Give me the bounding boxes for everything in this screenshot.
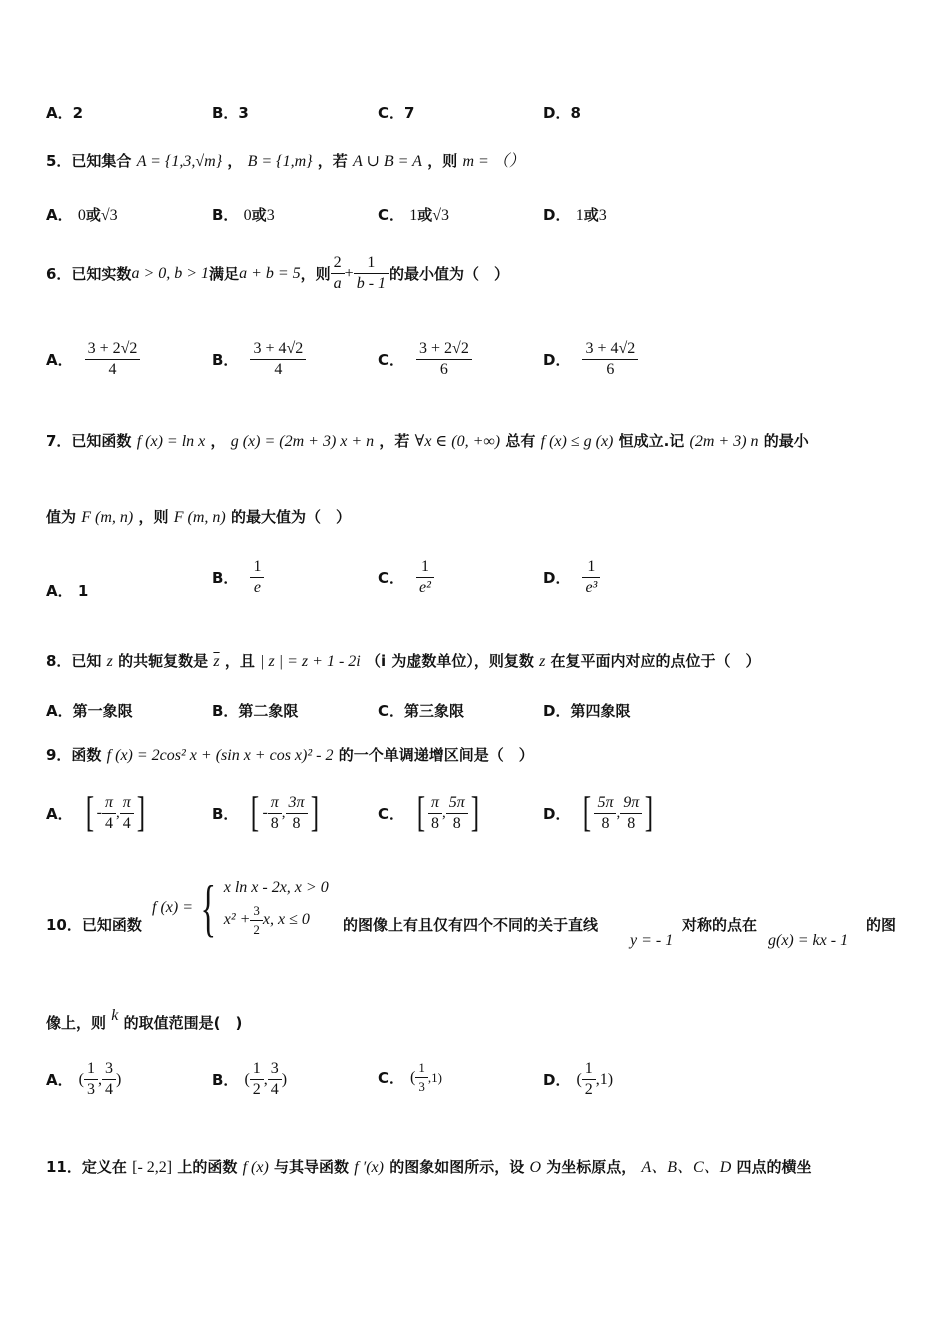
q10-line2-b: 的取值范围是( )	[123, 1014, 243, 1032]
q7-prefix: 7．已知函数	[46, 432, 132, 450]
q9-c-left	[428, 794, 442, 833]
q7-g: g (x) = (2m + 3) x + n	[230, 433, 375, 450]
q9-a-rden: 4	[122, 814, 131, 832]
q5-set-b: B = {1,m}	[247, 153, 313, 170]
q7-d-den: e³	[585, 579, 598, 596]
q5-c-v2: √3	[432, 207, 450, 224]
q10-a-n1: 1	[84, 1060, 98, 1080]
q11-points: A、B、C、D	[641, 1159, 732, 1176]
q6-cond1: a > 0, b > 1	[131, 264, 210, 282]
q10-option-d: D． ( $\frac{1}{2}$ , 1 )	[543, 1060, 614, 1098]
q9-option-d	[543, 792, 656, 834]
q10-prefix: 10．已知函数	[46, 916, 142, 934]
q8-conj-text: 的共轭复数是	[118, 652, 209, 670]
q9-b-left	[268, 794, 282, 833]
q10-a-f1	[84, 1060, 98, 1099]
q10-b-d1: 2	[252, 1081, 261, 1098]
q8-tail: 在复平面内对应的点位于（ ）	[550, 652, 761, 670]
q6-a-den: 4	[108, 361, 117, 378]
q9-d-right	[620, 794, 642, 833]
q5-b-mid: 或	[251, 206, 267, 224]
q6-tail: 的最小值为（ ）	[389, 265, 510, 283]
q6-plus: +	[344, 264, 354, 282]
q10-g: g(x) = kx - 1	[768, 932, 849, 949]
q9-d-rden: 8	[627, 814, 636, 832]
q10-option-a: A． ( $\frac{1}{3}$ , $\frac{3}{4}$ )	[46, 1060, 122, 1098]
q5-option-c	[378, 204, 449, 225]
q8-option-b: B．第二象限	[212, 702, 299, 720]
q7-always: 总有	[505, 432, 536, 450]
q9-b-lnum: π	[268, 794, 282, 814]
q11-and: 与其导函数	[274, 1158, 350, 1176]
q5-option-b	[212, 204, 275, 225]
q10-case2-num: 3	[250, 903, 263, 921]
q5-then: ，则	[427, 152, 458, 170]
q10-cases	[224, 879, 329, 938]
q9-d-lden: 8	[601, 814, 610, 832]
q5-c-mid: 或	[417, 206, 433, 224]
q9-stem	[46, 744, 534, 765]
q5-c-label: C．	[378, 206, 405, 224]
q7-a-value: 1	[77, 582, 89, 600]
q9-a-right	[120, 794, 134, 833]
q11-tail: 四点的横坐	[736, 1158, 812, 1176]
q7-c-label: C．	[378, 569, 405, 587]
q7-option-b	[212, 558, 264, 597]
q11-fp: f ′(x)	[354, 1159, 384, 1176]
q5-option-a	[46, 204, 118, 225]
q9-prefix: 9．函数	[46, 746, 102, 764]
q9-a-left	[102, 794, 116, 833]
q6-d-den: 6	[606, 361, 615, 378]
q5-b-v2: 3	[266, 207, 275, 224]
q10-mid: 的图像上有且仅有四个不同的关于直线	[343, 916, 599, 934]
q6-a-num: 3 + 2√2	[85, 340, 141, 360]
q10-line: y = - 1	[630, 932, 674, 949]
q6-frac2-den: b - 1	[356, 275, 387, 292]
q9-option-a	[46, 792, 148, 834]
q10-c-d1: 3	[418, 1079, 425, 1094]
q10-c-n2: 1	[431, 1069, 438, 1085]
q9-b-rnum: 3π	[286, 794, 308, 814]
q9-b-label: B．	[212, 804, 239, 823]
q6-frac2-num: 1	[354, 254, 389, 274]
q5-b-label: B．	[212, 206, 239, 224]
q11-graph: 的图象如图所示，设	[389, 1158, 525, 1176]
q6-then: ，则	[300, 265, 331, 283]
q5-a-v2: √3	[100, 207, 118, 224]
q7-stem-line1	[46, 430, 809, 451]
q10-case2	[224, 903, 329, 938]
q10-line2-a: 像上，则	[46, 1014, 107, 1032]
q11-origin: 为坐标原点，	[546, 1158, 637, 1176]
q10-a-n2: 3	[102, 1060, 116, 1080]
q9-c-rnum: 5π	[446, 794, 468, 814]
q6-c-frac	[416, 340, 472, 379]
q10-c-label: C．	[378, 1069, 405, 1087]
q5-d-label: D．	[543, 206, 571, 224]
q9-c-right	[446, 794, 468, 833]
q9-c-lden: 8	[431, 814, 440, 832]
q11-prefix: 11．定义在	[46, 1158, 127, 1176]
q5-stem	[46, 148, 525, 171]
q11-on: 上的函数	[177, 1158, 238, 1176]
q6-b-frac	[250, 340, 306, 379]
q5-a-mid: 或	[85, 206, 101, 224]
q8-option-c: C．第三象限	[378, 702, 465, 720]
q9-option-c	[378, 792, 482, 834]
q10-option-b: B． ( $\frac{1}{2}$ , $\frac{3}{4}$ )	[212, 1060, 288, 1098]
q8-and: ，且	[224, 652, 255, 670]
q7-option-a	[46, 580, 88, 601]
q10-option-c: C． ( $\frac{1}{3}$ , 1 )	[378, 1060, 442, 1094]
q7-F2: F (m, n)	[173, 509, 226, 526]
q8-zbar: $\overline{z}$	[213, 653, 220, 670]
q10-a-label: A．	[46, 1071, 73, 1089]
q7-d-frac	[582, 558, 600, 597]
q7-b-den: e	[253, 579, 261, 596]
q6-a-label: A．	[46, 351, 73, 369]
q8-stem	[46, 650, 761, 671]
q9-b-interval: [ - $\frac{\pi}{8}$ , $\frac{3\pi}{8}$ ]	[251, 790, 319, 836]
q11-origin-symbol: O	[529, 1159, 542, 1176]
q10-d-d1: 2	[584, 1081, 593, 1098]
q7-c-den: e²	[419, 579, 431, 596]
q7-line2-c: 的最大值为（ ）	[230, 508, 351, 526]
q9-b-right	[286, 794, 308, 833]
q7-c2: ，若	[379, 432, 410, 450]
q8-option-d: D．第四象限	[543, 702, 631, 720]
q7-option-d	[543, 558, 600, 597]
q10-d-label: D．	[543, 1071, 571, 1089]
q11-interval: [- 2,2]	[132, 1159, 173, 1176]
q6-d-frac	[582, 340, 638, 379]
q9-c-rden: 8	[452, 814, 461, 832]
q5-b-v1: 0	[243, 207, 252, 224]
q6-d-num: 3 + 4√2	[582, 340, 638, 360]
q6-c-num: 3 + 2√2	[416, 340, 472, 360]
q6-b-den: 4	[274, 361, 283, 378]
q11-stem	[46, 1154, 812, 1177]
q10-f: f (x) =	[152, 899, 193, 916]
q9-expr: f (x) = 2cos² x + (sin x + cos x)² - 2	[106, 747, 334, 764]
q5-union: A ∪ B = A	[353, 153, 422, 170]
q6-prefix: 6．已知实数	[46, 265, 132, 283]
q6-frac1	[331, 254, 345, 293]
q6-b-label: B．	[212, 351, 239, 369]
q7-tail1: 的最小	[763, 432, 809, 450]
q10-d-n1: 1	[582, 1060, 596, 1080]
q6-frac1-den: a	[333, 275, 342, 292]
q6-a-frac	[85, 340, 141, 379]
q5-ask: m = （）	[462, 153, 525, 170]
q7-d-label: D．	[543, 569, 571, 587]
q10-b-label: B．	[212, 1071, 239, 1089]
q9-tail: 的一个单调递增区间是（ ）	[338, 746, 534, 764]
q9-a-label: A．	[46, 804, 73, 823]
q8-z2: z	[539, 653, 546, 670]
q5-c-v1: 1	[409, 207, 418, 224]
q8-prefix: 8．已知	[46, 652, 102, 670]
q10-case2a: x² +	[223, 911, 251, 928]
q9-d-interval: [ $\frac{5\pi}{8}$ , $\frac{9\pi}{8}$ ]	[583, 790, 654, 836]
q9-b-rden: 8	[292, 814, 301, 832]
q9-a-lden: 4	[104, 814, 113, 832]
q7-option-c	[378, 558, 434, 597]
q10-a-f2	[102, 1060, 116, 1099]
q9-d-label: D．	[543, 804, 571, 823]
q9-d-rnum: 9π	[620, 794, 642, 814]
q9-d-left	[594, 794, 616, 833]
q9-a-rnum: π	[120, 794, 134, 814]
q5-d-v2: 3	[598, 207, 607, 224]
q6-c-label: C．	[378, 351, 405, 369]
q9-option-b	[212, 792, 322, 834]
q4-option-b: B．3	[212, 104, 249, 122]
q11-f: f (x)	[242, 1159, 269, 1176]
q10-c-n1: 1	[415, 1060, 428, 1078]
q7-F1: F (m, n)	[81, 509, 134, 526]
q9-b-sign: -	[262, 804, 268, 821]
q10-d-f1	[582, 1060, 596, 1099]
q9-c-interval: [ $\frac{\pi}{8}$ , $\frac{5\pi}{8}$ ]	[416, 790, 479, 836]
q5-a-v1: 0	[77, 207, 86, 224]
q7-c1: ，	[210, 432, 226, 450]
q10-k: k	[111, 1007, 119, 1024]
q5-option-d	[543, 204, 607, 225]
q6-option-b	[212, 340, 306, 379]
q6-frac1-num: 2	[331, 254, 345, 274]
q8-option-a: A．第一象限	[46, 702, 133, 720]
q5-cond: ，若	[317, 152, 348, 170]
q9-a-interval: [ - $\frac{\pi}{4}$ , $\frac{\pi}{4}$ ]	[85, 790, 145, 836]
q4-option-c: C．7	[378, 104, 415, 122]
q8-eq: | z | = z + 1 - 2i	[260, 653, 361, 670]
q6-cond2: a + b = 5	[239, 264, 301, 282]
q5-d-v1: 1	[575, 207, 584, 224]
q10-a-d2: 4	[104, 1081, 113, 1098]
q6-d-label: D．	[543, 351, 571, 369]
q7-d-num: 1	[582, 558, 600, 578]
q6-stem	[46, 254, 509, 293]
q10-b-d2: 4	[270, 1081, 279, 1098]
q7-line2-b: ，则	[138, 508, 169, 526]
q7-b-num: 1	[250, 558, 264, 578]
q5-comma: ，	[227, 152, 243, 170]
q7-f: f (x) = ln x	[136, 433, 206, 450]
q10-case2-den: 2	[253, 921, 260, 937]
q10-b-n1: 1	[250, 1060, 264, 1080]
q4-option-a: A．2	[46, 104, 84, 122]
q10-case2b: x, x ≤ 0	[262, 911, 310, 928]
q10-b-f2	[268, 1060, 282, 1099]
q9-a-sign: -	[96, 804, 102, 821]
q5-d-mid: 或	[583, 206, 599, 224]
q10-d-n2: 1	[599, 1070, 608, 1088]
q10-brace: {	[200, 872, 217, 943]
q5-set-a: A = {1,3,√m}	[136, 153, 223, 170]
q9-d-lnum: 5π	[594, 794, 616, 814]
q7-c-num: 1	[416, 558, 434, 578]
q6-option-c	[378, 340, 472, 379]
q9-b-lden: 8	[270, 814, 279, 832]
q4-option-d: D．8	[543, 104, 581, 122]
q10-b-f1	[250, 1060, 264, 1099]
q5-prefix: 5．已知集合	[46, 152, 132, 170]
q6-b-num: 3 + 4√2	[250, 340, 306, 360]
q6-option-a	[46, 340, 140, 379]
q10-case2-frac	[250, 903, 263, 938]
q7-a-label: A．	[46, 582, 73, 600]
q6-satisfy: 满足	[209, 265, 240, 283]
q7-ineq: f (x) ≤ g (x)	[540, 433, 614, 450]
q8-z: z	[106, 653, 113, 670]
q7-line2-a: 值为	[46, 508, 77, 526]
q10-tail: 的图	[866, 916, 897, 934]
q10-b-n2: 3	[268, 1060, 282, 1080]
q9-c-lnum: π	[428, 794, 442, 814]
q10-sym: 对称的点在	[682, 916, 758, 934]
q7-forall: ∀x ∈ (0, +∞)	[414, 433, 501, 450]
q7-c-frac	[416, 558, 434, 597]
q7-hold: 恒成立.记	[618, 432, 685, 450]
q7-b-label: B．	[212, 569, 239, 587]
q8-note: （i 为虚数单位），则复数	[365, 652, 534, 670]
q6-c-den: 6	[439, 361, 448, 378]
q10-c-f1	[415, 1060, 428, 1095]
q6-option-d	[543, 340, 638, 379]
q10-case1: x ln x - 2x, x > 0	[223, 878, 329, 896]
q7-prod: (2m + 3) n	[689, 433, 759, 450]
q5-a-label: A．	[46, 206, 73, 224]
q10-a-d1: 3	[86, 1081, 95, 1098]
q10-piecewise	[152, 872, 329, 943]
q9-a-lnum: π	[102, 794, 116, 814]
q10-stem-line2	[46, 1007, 243, 1033]
q7-stem-line2	[46, 506, 351, 527]
q9-c-label: C．	[378, 804, 405, 823]
q6-frac2	[354, 254, 389, 293]
q7-b-frac	[250, 558, 264, 597]
